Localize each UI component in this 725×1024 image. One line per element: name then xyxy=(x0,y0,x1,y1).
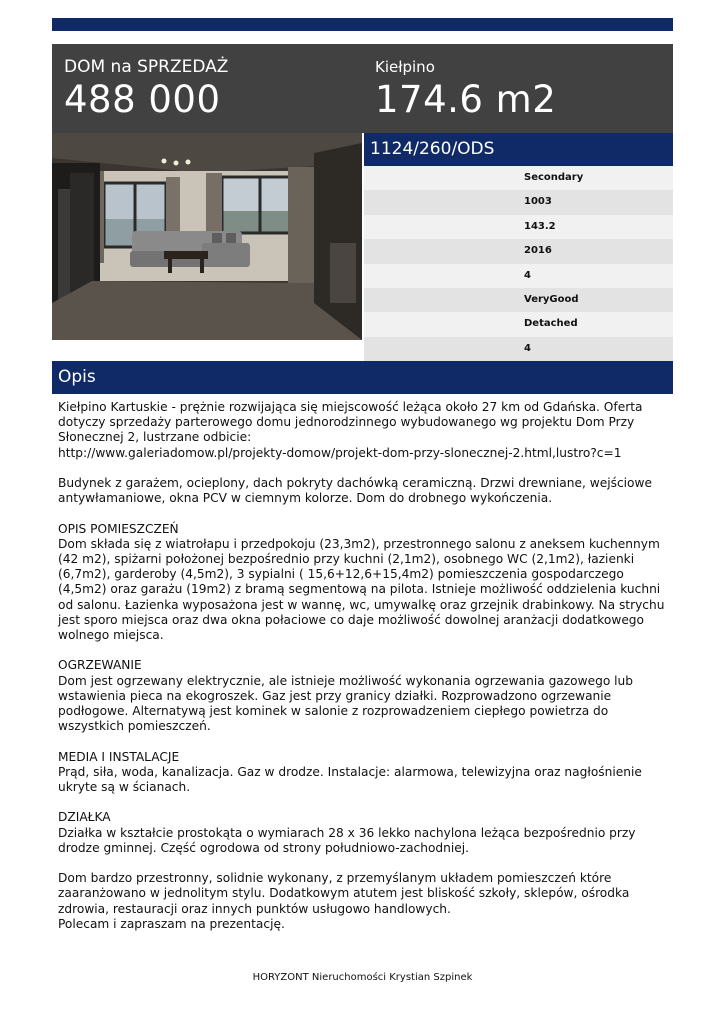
detail-condition: VeryGood xyxy=(364,288,673,312)
description-body xyxy=(58,400,672,932)
top-accent-bar xyxy=(52,18,673,31)
price: 488 000 xyxy=(64,78,221,121)
detail-market: Secondary xyxy=(364,166,673,190)
price-block xyxy=(64,56,228,122)
location-block xyxy=(375,56,556,122)
detail-building-type: Detached xyxy=(364,312,673,336)
footer-agency: HORYZONT Nieruchomości Krystian Szpinek xyxy=(252,972,473,983)
property-photo xyxy=(52,133,362,340)
detail-bedrooms: 4 xyxy=(364,337,673,361)
detail-build-year: 2016 xyxy=(364,239,673,263)
description-paragraph: OGRZEWANIE Dom jest ogrzewany elektrycznie, ale istnieje możliwość wykonania ogrzewania gazowego lub wstawienia pieca na ekogroszek. Gaz jest przy granicy działki. Rozprowadzono ogrzewanie podłogowe. Alternatywą jest kominek w salonie z rozprowadzeniem ciepłego powietrza do wszystkich pomieszczeń. xyxy=(58,658,634,734)
description-paragraph: Budynek z garażem, ocieplony, dach pokryty dachówką ceramiczną. Drzwi drewniane, wejściowe antywłamaniowe, okna PCV w ciemnym kolorze. Dom do drobnego wykończenia. xyxy=(58,476,652,506)
reference-number: 1124/260/ODS xyxy=(364,133,673,166)
location: Kiełpino xyxy=(375,58,435,76)
description-paragraph: Kiełpino Kartuskie - prężnie rozwijająca się miejscowość leżąca około 27 km od Gdańska. Oferta dotyczy sprzedaży parterowego domu jednorodzinnego wybudowanego wg projektu Dom Przy Słonecznej 2, lustrzane odbicie: http://www.galeriadomow.pl/projekty-domow/projekt-dom-przy-slonecznej-2.html,lustro?c=1 xyxy=(58,400,643,460)
description-heading: Opis xyxy=(52,361,673,394)
description-paragraph: OPIS POMIESZCZEŃ Dom składa się z wiatrołapu i przedpokoju (23,3m2), przestronnego salonu z aneksem kuchennym (42 m2), spiżarni położonej bezpośrednio przy kuchni (2,1m2), osobnego WC (2,1m2), łazienki (6,7m2), garderoby (4,5m2), 3 sypialni ( 15,6+12,6+15,4m2) pomieszczenia gospodarczego (4,5m2) oraz garażu (19m2) z bramą segmentową na pilota. Istnieje możliwość oddzielenia kuchni od salonu. Łazienka wyposażona jest w wannę, wc, umywalkę oraz grzejnik drabinkowy. Na strychu jest sporo miejsca oraz dwa okna połaciowe co daje możliwość dowolnej aranżacji dodatkowego wolnego miejsca. xyxy=(58,521,665,643)
details-table xyxy=(364,166,673,361)
listing-type: DOM na SPRZEDAŻ xyxy=(64,57,229,77)
detail-rooms: 4 xyxy=(364,264,673,288)
description-paragraph: Dom bardzo przestronny, solidnie wykonany, z przemyślanym układem pomieszczeń które zaaranżowano w jednolitym stylu. Dodatkowym atutem jest bliskość szkoły, sklepów, ośrodka zdrowia, restauracji oraz innych punktów usługowo handlowych. Polecam i zapraszam na prezentację. xyxy=(58,871,630,931)
detail-plot-area: 1003 xyxy=(364,190,673,214)
description-paragraph: DZIAŁKA Działka w kształcie prostokąta o wymiarach 28 x 36 lekko nachylona leżąca bezpośrednio przy drodze gminnej. Część ogrodowa od strony południowo-zachodniej. xyxy=(58,810,636,855)
detail-usable-area: 143.2 xyxy=(364,215,673,239)
description-paragraph: MEDIA I INSTALACJE Prąd, siła, woda, kanalizacja. Gaz w drodze. Instalacje: alarmowa, telewizyjna oraz nagłośnienie ukryte są w ścianach. xyxy=(58,749,642,795)
listing-header xyxy=(52,44,673,133)
area: 174.6 m2 xyxy=(375,78,557,121)
